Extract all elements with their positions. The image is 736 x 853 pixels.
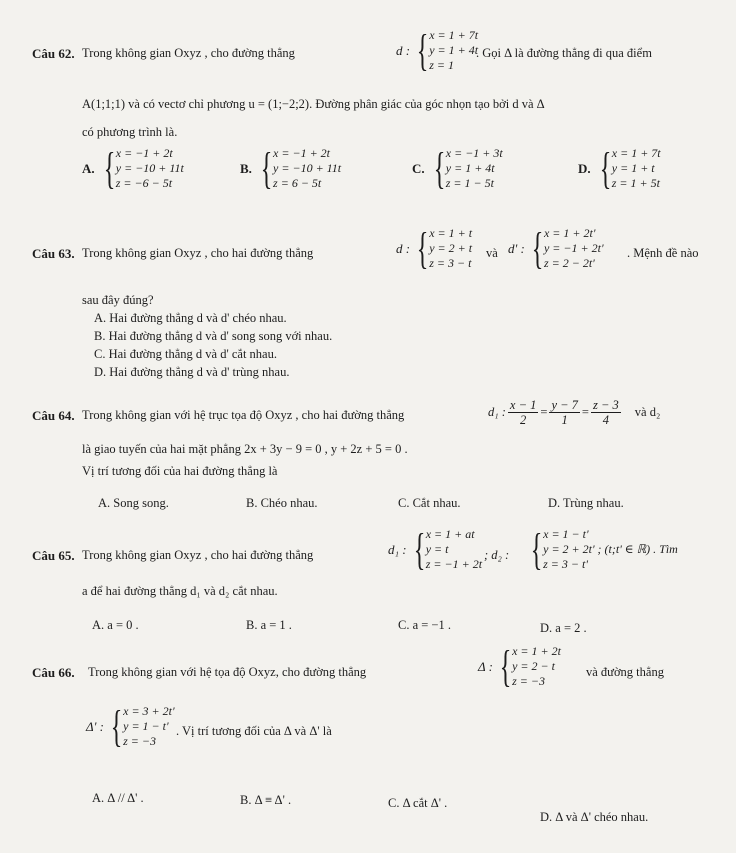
q62-option-c[interactable]: C. { x = −1 + 3t y = 1 + 4t z = 1 − 5t [412, 143, 503, 193]
q63-option-b[interactable]: B. Hai đường thẳng d và d' song song với nhau. [94, 329, 333, 343]
q66-intro: Trong không gian với hệ tọa độ Oxyz, cho đường thẳng [88, 665, 367, 679]
q62-intro: Trong không gian Oxyz , cho đường thẳng [82, 46, 295, 60]
q65-line2: a để hai đường thẳng d₁ và d₂ cắt nhau. [82, 584, 278, 598]
q63-intro: Trong không gian Oxyz , cho hai đường thẳng [82, 246, 314, 260]
q64-intro: Trong không gian với hệ trục tọa độ Oxyz , cho hai đường thẳng [82, 408, 405, 422]
q65-option-a[interactable]: A. a = 0 . [92, 618, 139, 632]
q64-option-a[interactable]: A. Song song. [98, 496, 169, 510]
q62-option-d[interactable]: D. { x = 1 + 7t y = 1 + t z = 1 + 5t [578, 143, 661, 193]
q62-option-a[interactable]: A. { x = −1 + 2t y = −10 + 11t z = −6 − 5t [82, 143, 184, 193]
q65-label: Câu 65. [32, 548, 75, 563]
q63-label: Câu 63. [32, 246, 75, 261]
q65-d1-system: d₁ : { x = 1 + at y = t z = −1 + 2t [388, 524, 483, 574]
q64-line3: Vị trí tương đối của hai đường thẳng là [82, 464, 278, 478]
q64-frac-3: $\frac{z - 3}{4}$ [592, 398, 619, 427]
q64-line2: là giao tuyến của hai mặt phẳng 2x + 3y − 9 = 0 , y + 2z + 5 = 0 . [82, 442, 408, 456]
q64-frac-1: $\frac{x - 1}{2}$ [509, 398, 537, 427]
q65-option-c[interactable]: C. a = −1 . [398, 618, 451, 632]
q64-equation: d₁ : $\frac{x - 1}{2}$ = $\frac{y - 7}{1}$ = $\frac{z - 3}{4}$ và d₂ [488, 398, 661, 427]
q66-delta-system: Δ : { x = 1 + 2t y = 2 − t z = −3 [478, 641, 561, 691]
q63-conj: và [486, 246, 498, 260]
q63-option-c[interactable]: C. Hai đường thẳng d và d' cắt nhau. [94, 347, 277, 361]
q66-tail: và đường thẳng [586, 665, 664, 679]
q63-tail: . Mệnh đề nào [627, 246, 699, 260]
q66-option-a[interactable]: A. Δ // Δ' . [92, 791, 144, 805]
q66-label: Câu 66. [32, 665, 75, 680]
q64-option-d[interactable]: D. Trùng nhau. [548, 496, 624, 510]
q64-label: Câu 64. [32, 408, 75, 423]
q64-frac-2: $\frac{y - 7}{1}$ [551, 398, 578, 427]
q62-d-system: d : { x = 1 + 7t y = 1 + 4t z = 1 [396, 25, 479, 75]
q63-option-a[interactable]: A. Hai đường thẳng d và d' chéo nhau. [94, 311, 287, 325]
q62-tail: . Gọi Δ là đường thẳng đi qua điểm [476, 46, 652, 60]
q62-label: Câu 62. [32, 46, 75, 61]
q66-question: . Vị trí tương đối của Δ và Δ' là [176, 724, 332, 738]
q65-option-b[interactable]: B. a = 1 . [246, 618, 292, 632]
q66-delta2-system: Δ' : { x = 3 + 2t' y = 1 − t' z = −3 [86, 701, 175, 751]
q63-d2-system: d' : { x = 1 + 2t' y = −1 + 2t' z = 2 − 2t' [508, 223, 604, 273]
q65-sep: ; d₂ : [484, 548, 510, 562]
q62-line3: có phương trình là. [82, 125, 178, 139]
q65-intro: Trong không gian Oxyz , cho hai đường thẳng [82, 548, 314, 562]
q65-option-d[interactable]: D. a = 2 . [540, 621, 587, 635]
q65-d2-system: { x = 1 − t' y = 2 + 2t' ; (t;t' ∈ ℝ) . Tìm z = 3 − t' [530, 524, 678, 574]
q63-line2: sau đây đúng? [82, 293, 154, 307]
q64-option-b[interactable]: B. Chéo nhau. [246, 496, 318, 510]
q62-option-b[interactable]: B. { x = −1 + 2t y = −10 + 11t z = 6 − 5t [240, 143, 342, 193]
q66-option-c[interactable]: C. Δ cắt Δ' . [388, 796, 448, 810]
q66-option-b[interactable]: B. Δ ≡ Δ' . [240, 793, 292, 807]
q62-line2: A(1;1;1) và có vectơ chỉ phương u = (1;−2;2). Đường phân giác của góc nhọn tạo bởi d và Δ [82, 97, 545, 111]
q63-d-system: d : { x = 1 + t y = 2 + t z = 3 − t [396, 223, 473, 273]
q64-option-c[interactable]: C. Cắt nhau. [398, 496, 461, 510]
q63-option-d[interactable]: D. Hai đường thẳng d và d' trùng nhau. [94, 365, 290, 379]
q66-option-d[interactable]: D. Δ và Δ' chéo nhau. [540, 810, 649, 824]
